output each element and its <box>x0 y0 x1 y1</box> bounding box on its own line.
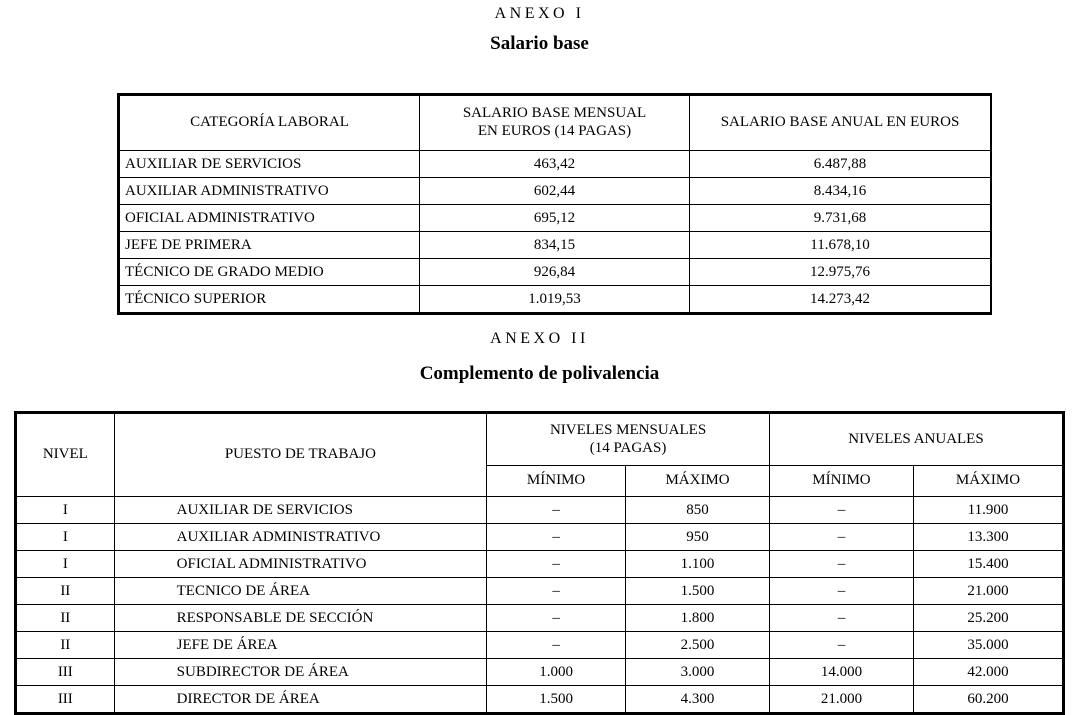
header-categoria-laboral: CATEGORÍA LABORAL <box>120 96 420 151</box>
cell-anual: 9.731,68 <box>690 205 991 232</box>
cell-mensual-maximo: 1.500 <box>626 578 770 605</box>
header-salario-anual: SALARIO BASE ANUAL EN EUROS <box>690 96 991 151</box>
table-row <box>120 259 991 286</box>
cell-anual-maximo: 35.000 <box>913 632 1062 659</box>
cell-anual: 11.678,10 <box>690 232 991 259</box>
header-niveles-mensuales-line1: NIVELES MENSUALES <box>549 421 707 438</box>
cell-puesto: TECNICO DE ÁREA <box>114 578 486 605</box>
cell-mensual-minimo: – <box>487 551 626 578</box>
cell-nivel: II <box>17 605 115 632</box>
header-minimo-mensual: MÍNIMO <box>487 466 626 497</box>
table-row <box>120 151 991 178</box>
cell-mensual-maximo: 2.500 <box>626 632 770 659</box>
anexo-1-subtitle: Salario base <box>490 33 589 54</box>
table-row <box>17 551 1063 578</box>
cell-anual-minimo: – <box>770 605 914 632</box>
table-row <box>17 686 1063 713</box>
cell-mensual: 834,15 <box>420 232 690 259</box>
header-niveles-mensuales-line2: (14 PAGAS) <box>589 439 667 456</box>
cell-anual-minimo: 21.000 <box>770 686 914 713</box>
cell-anual: 6.487,88 <box>690 151 991 178</box>
header-niveles-anuales: NIVELES ANUALES <box>770 414 1063 466</box>
cell-mensual-maximo: 4.300 <box>626 686 770 713</box>
cell-mensual-maximo: 1.800 <box>626 605 770 632</box>
header-salario-mensual <box>420 96 690 151</box>
table-row <box>17 497 1063 524</box>
cell-nivel: III <box>17 686 115 713</box>
salario-base-table-body <box>120 151 991 313</box>
cell-mensual-minimo: – <box>487 632 626 659</box>
cell-categoria: TÉCNICO SUPERIOR <box>120 286 420 313</box>
header-puesto-de-trabajo: PUESTO DE TRABAJO <box>114 414 486 497</box>
cell-anual-minimo: – <box>770 551 914 578</box>
cell-mensual-maximo: 850 <box>626 497 770 524</box>
table-row <box>120 232 991 259</box>
cell-puesto: AUXILIAR DE SERVICIOS <box>114 497 486 524</box>
cell-mensual-minimo: – <box>487 497 626 524</box>
table-row <box>120 205 991 232</box>
cell-anual-minimo: – <box>770 497 914 524</box>
table-row <box>17 659 1063 686</box>
salario-base-table-frame <box>117 93 992 315</box>
anexo-2-title: ANEXO II <box>490 330 589 347</box>
table-row <box>17 605 1063 632</box>
salario-base-table <box>119 95 991 313</box>
cell-puesto: SUBDIRECTOR DE ÁREA <box>114 659 486 686</box>
cell-nivel: I <box>17 551 115 578</box>
header-maximo-mensual: MÁXIMO <box>626 466 770 497</box>
table-header-row <box>120 96 991 151</box>
table-row <box>17 524 1063 551</box>
anexo-2-subtitle: Complemento de polivalencia <box>419 363 660 384</box>
cell-categoria: JEFE DE PRIMERA <box>120 232 420 259</box>
cell-mensual-maximo: 950 <box>626 524 770 551</box>
cell-categoria: OFICIAL ADMINISTRATIVO <box>120 205 420 232</box>
table-row <box>120 286 991 313</box>
cell-categoria: AUXILIAR ADMINISTRATIVO <box>120 178 420 205</box>
salario-base-table-header <box>120 96 991 151</box>
header-nivel: NIVEL <box>17 414 115 497</box>
cell-anual-maximo: 42.000 <box>913 659 1062 686</box>
cell-puesto: OFICIAL ADMINISTRATIVO <box>114 551 486 578</box>
cell-anual: 14.273,42 <box>690 286 991 313</box>
polivalencia-table <box>16 413 1063 713</box>
table-header-row-primary <box>17 414 1063 466</box>
table-row <box>120 178 991 205</box>
cell-mensual-minimo: – <box>487 605 626 632</box>
anexo-1-title: ANEXO I <box>494 5 585 22</box>
cell-anual-maximo: 11.900 <box>913 497 1062 524</box>
header-maximo-anual: MÁXIMO <box>913 466 1062 497</box>
cell-anual-maximo: 13.300 <box>913 524 1062 551</box>
cell-mensual: 463,42 <box>420 151 690 178</box>
cell-anual: 12.975,76 <box>690 259 991 286</box>
cell-nivel: III <box>17 659 115 686</box>
cell-categoria: AUXILIAR DE SERVICIOS <box>120 151 420 178</box>
header-niveles-mensuales <box>487 414 770 466</box>
cell-mensual: 926,84 <box>420 259 690 286</box>
header-salario-mensual-line2: EN EUROS (14 PAGAS) <box>477 123 632 139</box>
cell-mensual: 1.019,53 <box>420 286 690 313</box>
cell-puesto: AUXILIAR ADMINISTRATIVO <box>114 524 486 551</box>
header-minimo-anual: MÍNIMO <box>770 466 914 497</box>
header-salario-mensual-line1: SALARIO BASE MENSUAL <box>462 105 647 122</box>
cell-categoria: TÉCNICO DE GRADO MEDIO <box>120 259 420 286</box>
cell-mensual-minimo: 1.000 <box>487 659 626 686</box>
cell-anual-minimo: – <box>770 524 914 551</box>
cell-anual: 8.434,16 <box>690 178 991 205</box>
cell-puesto: JEFE DE ÁREA <box>114 632 486 659</box>
cell-mensual-maximo: 3.000 <box>626 659 770 686</box>
cell-anual-maximo: 25.200 <box>913 605 1062 632</box>
cell-mensual-minimo: – <box>487 524 626 551</box>
cell-anual-maximo: 21.000 <box>913 578 1062 605</box>
cell-anual-minimo: 14.000 <box>770 659 914 686</box>
cell-anual-minimo: – <box>770 632 914 659</box>
cell-nivel: I <box>17 497 115 524</box>
polivalencia-table-header <box>17 414 1063 497</box>
cell-mensual-maximo: 1.100 <box>626 551 770 578</box>
cell-mensual-minimo: 1.500 <box>487 686 626 713</box>
cell-anual-maximo: 60.200 <box>913 686 1062 713</box>
table-row <box>17 578 1063 605</box>
polivalencia-table-body <box>17 497 1063 713</box>
cell-mensual: 695,12 <box>420 205 690 232</box>
table-row <box>17 632 1063 659</box>
cell-mensual-minimo: – <box>487 578 626 605</box>
cell-anual-maximo: 15.400 <box>913 551 1062 578</box>
cell-mensual: 602,44 <box>420 178 690 205</box>
polivalencia-table-frame <box>14 411 1065 715</box>
cell-puesto: DIRECTOR DE ÁREA <box>114 686 486 713</box>
cell-nivel: II <box>17 632 115 659</box>
cell-nivel: II <box>17 578 115 605</box>
cell-nivel: I <box>17 524 115 551</box>
cell-anual-minimo: – <box>770 578 914 605</box>
cell-puesto: RESPONSABLE DE SECCIÓN <box>114 605 486 632</box>
